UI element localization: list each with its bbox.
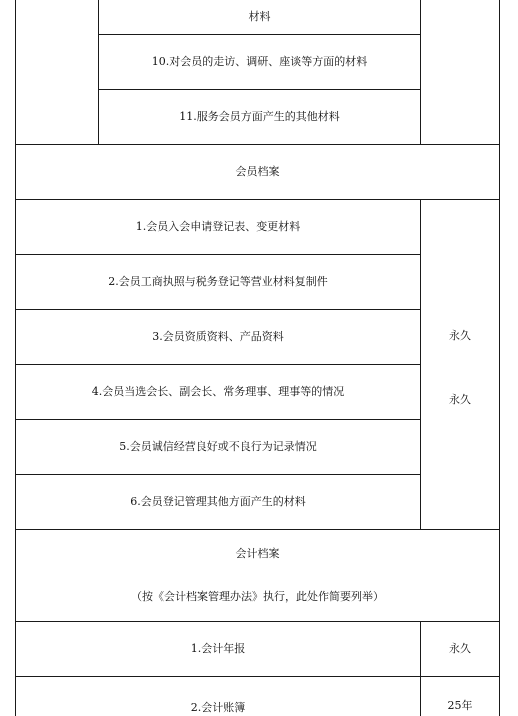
retention-label: 永久 <box>449 329 471 342</box>
table-row <box>15 676 421 716</box>
retention-cell <box>420 199 500 530</box>
retention-label: 永久 <box>449 393 471 406</box>
item-label: 11.服务会员方面产生的其他材料 <box>179 109 340 123</box>
item-label: 6.会员登记管理其他方面产生的材料 <box>130 494 306 508</box>
category-cell-continued <box>15 0 99 145</box>
table-row <box>15 199 421 255</box>
retention-cell-continued <box>420 0 500 145</box>
item-label: 4.会员当选会长、副会长、常务理事、理事等的情况 <box>91 384 345 398</box>
item-label: 1.会计年报 <box>190 641 246 655</box>
retention-cell <box>420 621 500 677</box>
table-row <box>98 89 421 145</box>
table-row <box>15 364 421 420</box>
retention-cell <box>420 676 500 716</box>
item-label: 3.会员资质资料、产品资料 <box>152 329 284 343</box>
section-heading <box>15 144 500 200</box>
section-heading <box>15 529 500 622</box>
item-label: 2.会计账簿 <box>190 701 246 714</box>
item-label: 2.会员工商执照与税务登记等营业材料复制件 <box>108 274 328 288</box>
item-label: 1.会员入会申请登记表、变更材料 <box>135 219 301 233</box>
retention-label: 25年 <box>447 699 473 712</box>
table-row <box>15 474 421 530</box>
item-label: 5.会员诚信经营良好或不良行为记录情况 <box>119 439 317 453</box>
item-label: 材料 <box>248 9 271 23</box>
table-row <box>98 0 421 35</box>
section-title: 会计档案 <box>235 547 280 561</box>
table-row <box>15 309 421 365</box>
item-label: 10.对会员的走访、调研、座谈等方面的材料 <box>151 54 368 68</box>
table-row <box>15 621 421 677</box>
table-row <box>98 34 421 90</box>
table-row <box>15 419 421 475</box>
retention-label: 永久 <box>449 641 471 655</box>
section-title: 会员档案 <box>235 164 280 178</box>
section-note: （按《会计档案管理办法》执行，此处作简要列举） <box>131 589 384 603</box>
table-row <box>15 254 421 310</box>
